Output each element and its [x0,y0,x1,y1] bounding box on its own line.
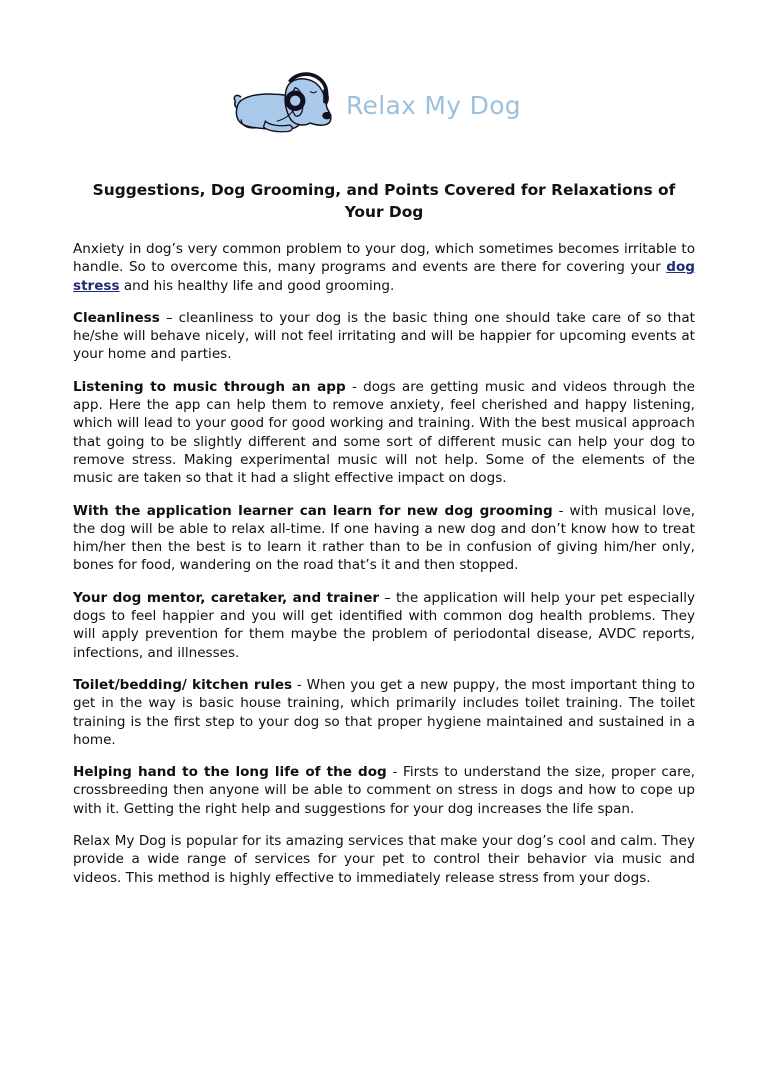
section-separator: - [345,378,364,395]
section-heading: Cleanliness [73,309,160,326]
section-separator: - [292,676,307,693]
section-body: with musical love, the dog will be able to relax all-time. If one having a new dog and don’t know how to treat him/her then the best is to learn it rather than to be in confusion of giving him/her only, bones for food, wandering on the road that’s it and then stopped. [73,502,695,574]
section-long-life [73,763,695,818]
section-body: cleanliness to your dog is the basic thing one should take care of so that he/she will behave nicely, will not feel irritating and will be happier for upcoming events at your home and parties. [73,309,695,363]
section-heading: Listening to music through an app [73,378,346,395]
section-toilet-rules [73,676,695,749]
section-cleanliness [73,309,695,364]
intro-text-end: and his healthy life and good grooming. [119,277,395,294]
section-body: Firsts to understand the size, proper care, crossbreeding then anyone will be able to comment on stress in dogs and how to cope up with it. Getting the right help and suggestions for your dog increases the life span. [73,764,695,817]
document-title: Suggestions, Dog Grooming, and Points Covered for Relaxations of Your Dog [92,181,676,221]
section-body: the application will help your pet especially dogs to feel happier and you will get identified with common dog health problems. They will apply prevention for them maybe the problem of periodontal disease, AVDC reports, infections, and illnesses. [73,589,695,661]
section-separator: - [386,764,404,781]
section-heading: Toilet/bedding/ kitchen rules [73,676,293,693]
section-heading: With the application learner can learn for new dog grooming [73,502,553,519]
document-body [73,240,695,901]
section-heading: Your dog mentor, caretaker, and trainer [73,589,380,606]
section-heading: Helping hand to the long life of the dog [73,764,387,781]
brand-logo [228,68,548,140]
section-separator: – [159,309,179,326]
section-body: When you get a new puppy, the most important thing to get in the way is basic house training, which primarily includes toilet training. The toilet training is the first step to your dog so that proper hygiene maintained and sustained in a home. [73,676,695,748]
intro-text: Anxiety in dog’s very common problem to your dog, which sometimes becomes irritable to handle. So to overcome this, many programs and events are there for covering your [73,241,695,276]
dog-stress-link[interactable]: dog stress [73,259,695,294]
intro-paragraph [73,240,695,295]
section-separator: - [552,502,570,519]
section-body: dogs are getting music and videos through the app. Here the app can help them to remove anxiety, feel cherished and happy listening, which will lead to your good for good working and training. With the best musical approach that going to be slightly different and some sort of different music can help your dog to remove stress. Making experimental music will not help. Some of the elements of the music are taken so that it had a slight effective impact on dogs. [73,378,695,487]
closing-paragraph: Relax My Dog is popular for its amazing services that make your dog’s cool and calm. They provide a wide range of services for your pet to control their behavior via music and videos. This method is highly effective to immediately release stress from your dogs. [73,833,695,886]
section-separator: – [379,589,396,606]
section-mentor [73,589,695,662]
brand-name: Relax My Dog [346,90,521,120]
section-grooming [73,502,695,575]
section-music-app [73,378,695,488]
dog-with-headphones-icon [228,69,340,139]
